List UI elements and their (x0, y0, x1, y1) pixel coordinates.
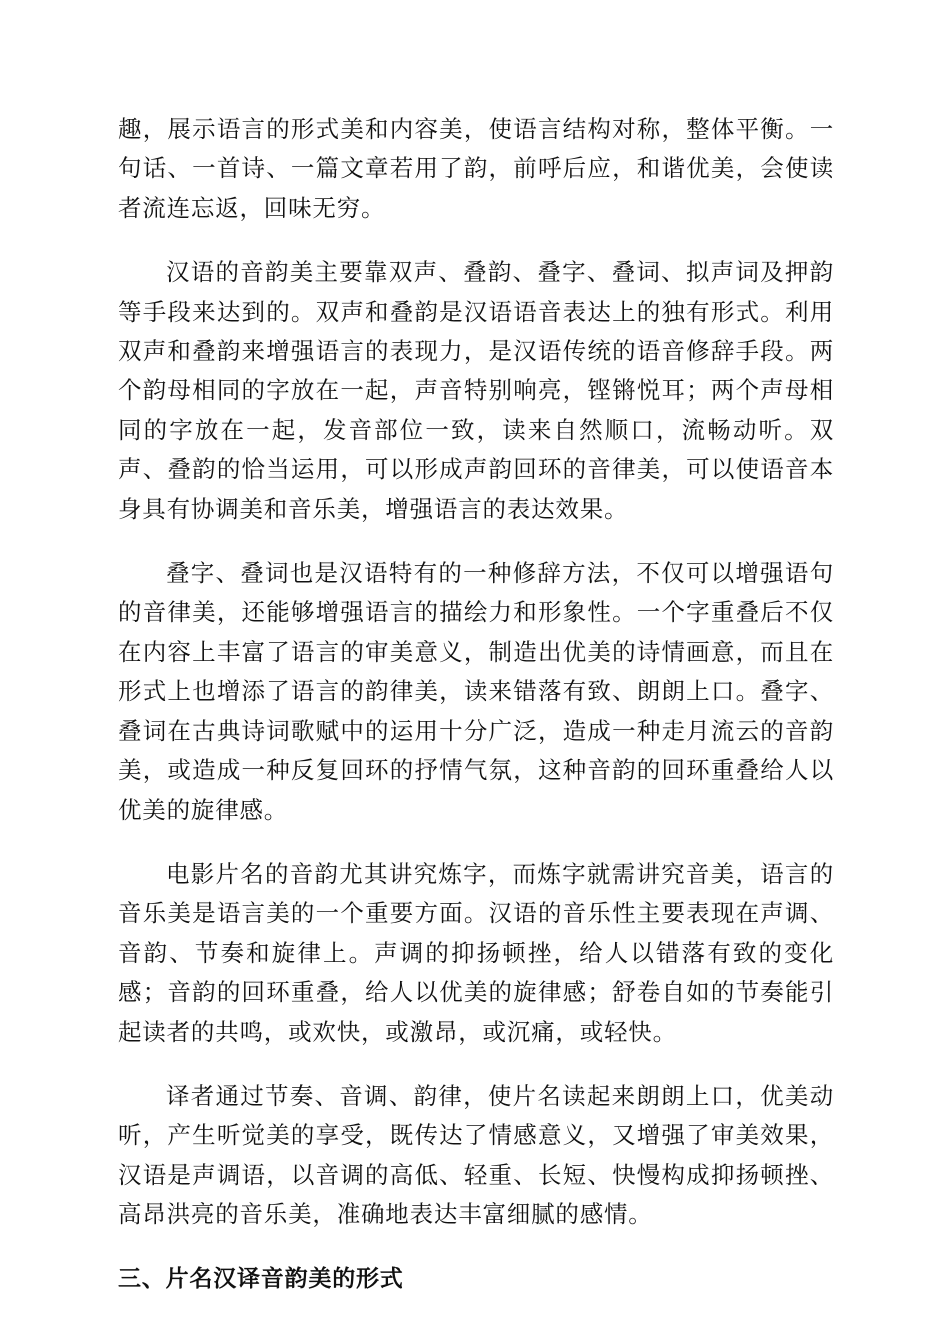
document-body (118, 110, 834, 1299)
paragraph-shuangsheng-dieyun: 汉语的音韵美主要靠双声、叠韵、叠字、叠词、拟声词及押韵等手段来达到的。双声和叠韵是汉语语音表达上的独有形式。利用双声和叠韵来增强语言的表现力，是汉语传统的语音修辞手段。两个韵母相同的字放在一起，声音特别响亮，铿锵悦耳；两个声母相同的字放在一起，发音部位一致，读来自然顺口，流畅动听。双声、叠韵的恰当运用，可以形成声韵回环的音律美，可以使语音本身具有协调美和音乐美，增强语言的表达效果。 (118, 258, 834, 523)
paragraph-translator: 译者通过节奏、音调、韵律，使片名读起来朗朗上口，优美动听，产生听觉美的享受，既传达了情感意义，又增强了审美效果，汉语是声调语，以音调的高低、轻重、长短、快慢构成抑扬顿挫、高昂洪亮的音乐美，准确地表达丰富细腻的感情。 (118, 1081, 834, 1229)
section-heading: 三、片名汉译音韵美的形式 (118, 1265, 404, 1292)
paragraph-diezi-dieci: 叠字、叠词也是汉语特有的一种修辞方法，不仅可以增强语句的音律美，还能够增强语言的描绘力和形象性。一个字重叠后不仅在内容上丰富了语言的审美意义，制造出优美的诗情画意，而且在形式上也增添了语言的韵律美，读来错落有致、朗朗上口。叠字、叠词在古典诗词歌赋中的运用十分广泛，造成一种走月流云的音韵美，或造成一种反复回环的抒情气氛，这种音韵的回环重叠给人以优美的旋律感。 (118, 559, 834, 824)
paragraph-film-title-rhyme: 电影片名的音韵尤其讲究炼字，而炼字就需讲究音美，语言的音乐美是语言美的一个重要方面。汉语的音乐性主要表现在声调、音韵、节奏和旋律上。声调的抑扬顿挫，给人以错落有致的变化感；音韵的回环重叠，给人以优美的旋律感；舒卷自如的节奏能引起读者的共鸣，或欢快，或激昂，或沉痛，或轻快。 (118, 859, 834, 1046)
paragraph-continuation: 趣，展示语言的形式美和内容美，使语言结构对称，整体平衡。一句话、一首诗、一篇文章若用了韵，前呼后应，和谐优美，会使读者流连忘返，回味无穷。 (118, 115, 834, 222)
